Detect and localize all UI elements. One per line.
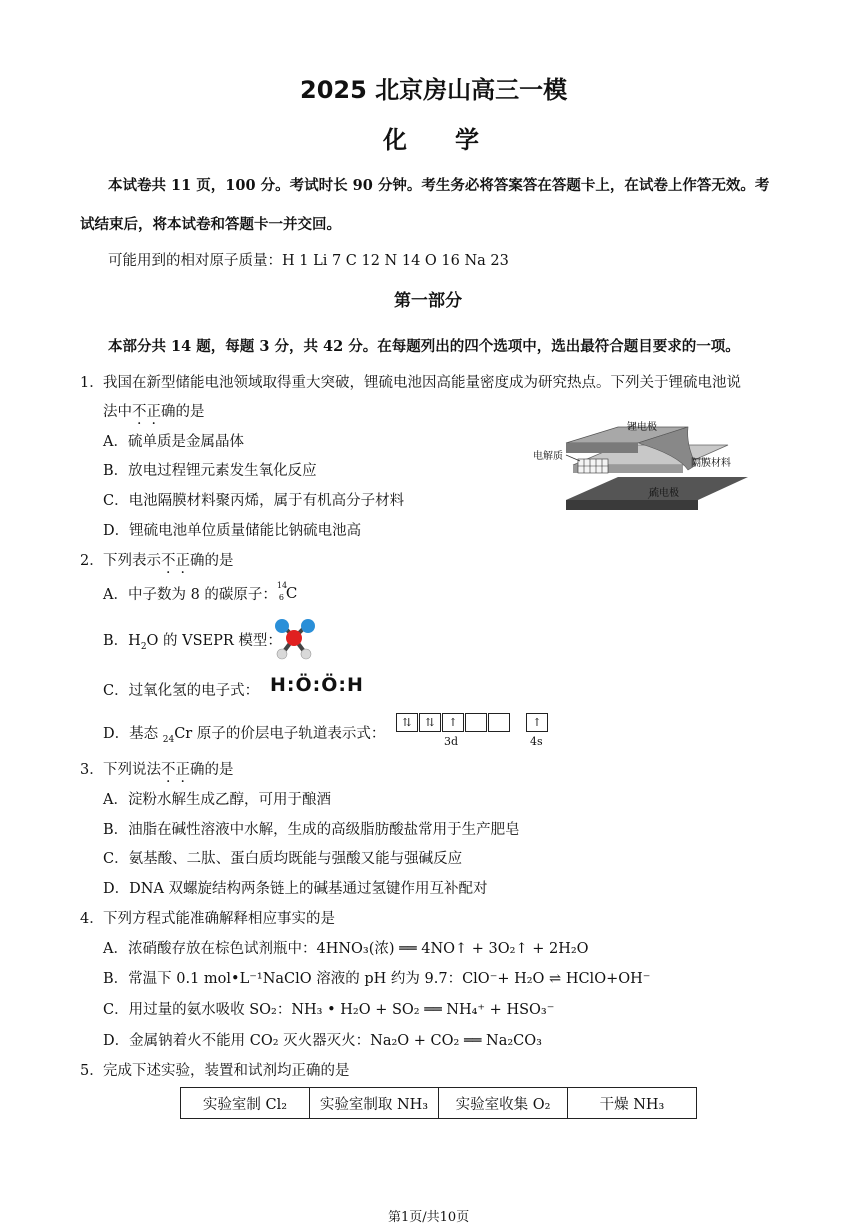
vsepr-model-icon (270, 614, 320, 664)
q3-stem-post: 确的是 (190, 762, 234, 778)
q3-stem (103, 758, 234, 779)
isotope-mass: 14 (276, 581, 288, 590)
q4-option-c: C．用过量的氨水吸收 SO₂：NH₃ • H₂O + SO₂ ══ NH₄⁺ + HSO₃⁻ (103, 1002, 555, 1018)
part-title: 第一部分 (394, 291, 462, 311)
label-electrolyte: 电解质 (533, 451, 563, 462)
q1-number: 1． (80, 375, 104, 391)
experiment-table (180, 1087, 697, 1119)
page-title: 2025 北京房山高三一模 (300, 76, 568, 104)
orbital-3d-4 (465, 713, 487, 732)
q5-stem: 完成下述实验，装置和试剂均正确的是 (103, 1063, 350, 1079)
q2-option-d-sub: 24 (162, 734, 175, 745)
intro-line-1: 本试卷共 11 页，100 分。考试时长 90 分钟。考生务必将答案答在答题卡上，在试卷上作答无效。考 (108, 177, 770, 194)
q2-option-d-post: Cr 原子的价层电子轨道表示式： (174, 726, 386, 742)
q2-option-b-post: O 的 VSEPR 模型： (146, 633, 282, 649)
q2-option-b (103, 629, 282, 652)
atomic-masses: 可能用到的相对原子质量：H 1 Li 7 C 12 N 14 O 16 Na 23 (108, 253, 509, 269)
orbital-3d-2: ⇅ (419, 713, 441, 732)
q2-emphasis-1: 不 (161, 553, 176, 569)
q1-emphasis-1: 不 (132, 404, 147, 420)
q5-number: 5． (80, 1063, 104, 1079)
q2-stem-post: 确的是 (190, 553, 234, 569)
q1-stem-line-1: 我国在新型储能电池领域取得重大突破，锂硫电池因高能量密度成为研究热点。下列关于锂硫电池说 (103, 375, 741, 391)
label-4s: 4s (530, 735, 543, 748)
q1-emphasis-2: 正 (146, 404, 161, 420)
table-row (181, 1088, 697, 1119)
q3-number: 3． (80, 762, 104, 778)
page-footer: 第1页/共10页 (388, 1210, 470, 1225)
label-3d: 3d (444, 735, 459, 748)
subject-title: 化学 (383, 126, 527, 154)
h2o2-electron-formula: H:Ö:Ö:H (270, 674, 364, 696)
table-cell: 实验室制取 NH₃ (310, 1088, 439, 1119)
table-cell: 实验室收集 O₂ (439, 1088, 568, 1119)
q2-option-a-text: A．中子数为 8 的碳原子： (103, 587, 277, 603)
orbital-3d-3: ↑ (442, 713, 464, 732)
q2-option-d (103, 722, 385, 745)
label-li-electrode: 锂电极 (627, 422, 657, 433)
q1-stem-post: 确的是 (161, 404, 205, 420)
q1-option-b: B．放电过程锂元素发生氧化反应 (103, 463, 317, 479)
q2-option-d-pre: D．基态 (103, 726, 163, 742)
isotope-atomic-number: 6 (278, 593, 285, 602)
q2-emphasis-2: 正 (175, 553, 190, 569)
q3-option-a: A．淀粉水解生成乙醇，可用于酿酒 (103, 792, 331, 808)
table-cell: 实验室制 Cl₂ (181, 1088, 310, 1119)
q2-stem-pre: 下列表示 (103, 553, 161, 569)
q2-option-c: C．过氧化氢的电子式： (103, 683, 260, 699)
q4-option-a: A．浓硝酸存放在棕色试剂瓶中：4HNO₃(浓) ══ 4NO↑ + 3O₂↑ + 2H₂O (103, 941, 589, 957)
q2-option-b-pre: B．H (103, 633, 141, 649)
q3-emphasis-1: 不 (161, 762, 176, 778)
q2-stem (103, 549, 234, 570)
electrolyte-grid (578, 459, 608, 473)
orbital-3d-1: ⇅ (396, 713, 418, 732)
isotope-element: C (285, 584, 298, 602)
q1-option-d: D．锂硫电池单位质量储能比钠硫电池高 (103, 523, 362, 539)
q3-option-d: D．DNA 双螺旋结构两条链上的碱基通过氢键作用互补配对 (103, 881, 488, 897)
q2-option-b-sub: 2 (140, 641, 147, 652)
label-s-electrode: 硫电极 (649, 488, 679, 499)
q4-number: 4． (80, 911, 104, 927)
q1-option-a: A．硫单质是金属晶体 (103, 434, 244, 450)
carbon-isotope (277, 583, 301, 605)
q3-option-c: C．氨基酸、二肽、蛋白质均既能与强酸又能与强碱反应 (103, 851, 463, 867)
q4-stem: 下列方程式能准确解释相应事实的是 (103, 911, 335, 927)
q3-emphasis-2: 正 (175, 762, 190, 778)
q2-number: 2． (80, 553, 104, 569)
q2-option-a (103, 583, 301, 605)
label-separator: 隔膜材料 (691, 458, 731, 469)
q1-option-c: C．电池隔膜材料聚丙烯，属于有机高分子材料 (103, 493, 405, 509)
table-cell: 干燥 NH₃ (568, 1088, 697, 1119)
q4-option-d: D．金属钠着火不能用 CO₂ 灭火器灭火：Na₂O + CO₂ ══ Na₂CO₃ (103, 1033, 542, 1049)
orbital-3d-5 (488, 713, 510, 732)
q3-stem-pre: 下列说法 (103, 762, 161, 778)
q4-option-b: B．常温下 0.1 mol•L⁻¹NaClO 溶液的 pH 约为 9.7：ClO⁻+ H₂O ⇌ HClO+OH⁻ (103, 971, 651, 987)
q1-stem-line-2 (103, 400, 205, 421)
intro-line-2: 试结束后，将本试卷和答题卡一并交回。 (80, 216, 341, 233)
orbital-4s: ↑ (526, 713, 548, 732)
q3-option-b: B．油脂在碱性溶液中水解，生成的高级脂肪酸盐常用于生产肥皂 (103, 822, 520, 838)
part-instructions: 本部分共 14 题，每题 3 分，共 42 分。在每题列出的四个选项中，选出最符合题目要求的一项。 (108, 338, 740, 355)
q1-stem-pre: 法中 (103, 404, 132, 420)
